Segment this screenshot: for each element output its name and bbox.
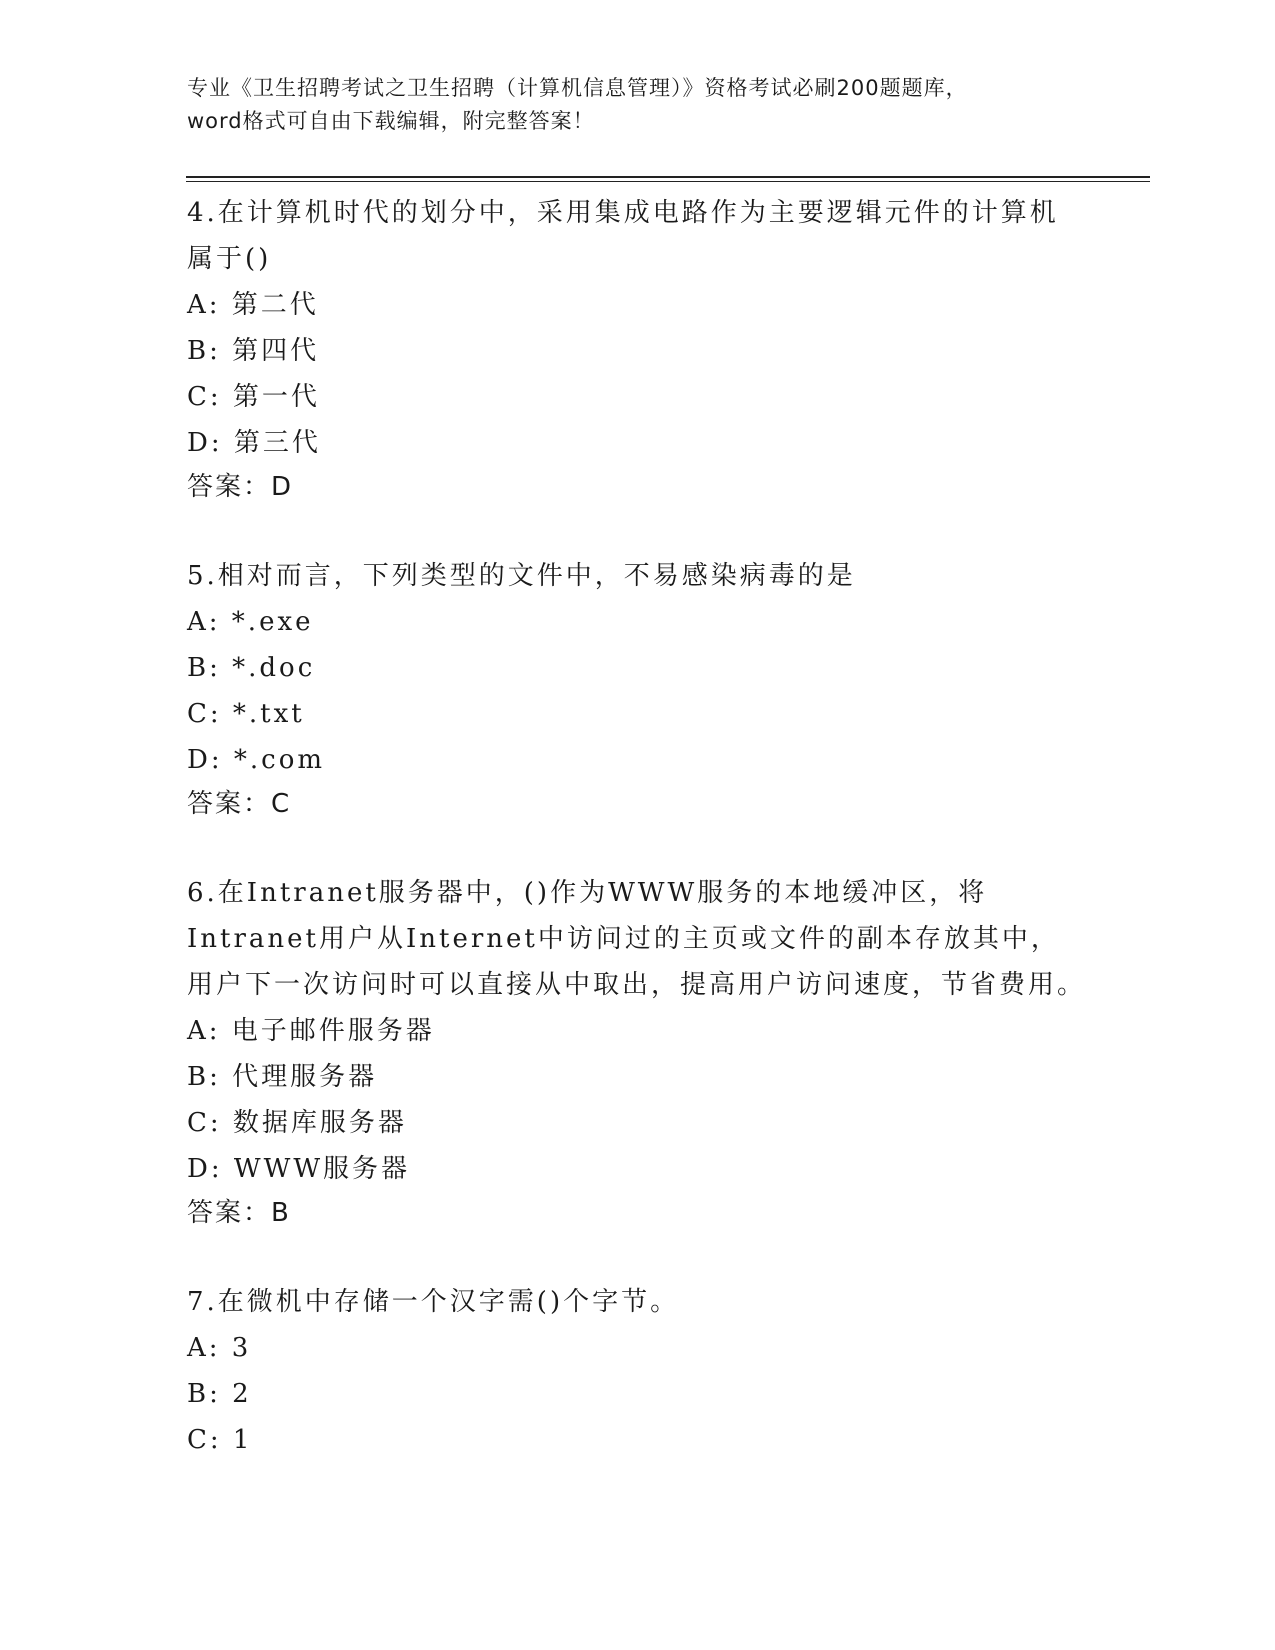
- option-b: B: 第四代: [187, 336, 320, 366]
- question-5: [187, 553, 1087, 825]
- option-a: A: *.exe: [187, 607, 314, 637]
- question-text: 7.在微机中存储一个汉字需()个字节。: [187, 1287, 680, 1317]
- answer: 答案：C: [187, 789, 292, 819]
- document-header: [187, 72, 1087, 138]
- question-text: 5.相对而言，下列类型的文件中，不易感染病毒的是: [187, 561, 856, 591]
- header-line-2: word格式可自由下载编辑，附完整答案！: [187, 109, 595, 133]
- option-d: D: *.com: [187, 745, 326, 775]
- option-c: C: 数据库服务器: [187, 1108, 407, 1138]
- option-a: A: 电子邮件服务器: [187, 1016, 435, 1046]
- option-a: A: 3: [187, 1333, 252, 1363]
- option-a: A: 第二代: [187, 290, 319, 320]
- question-text: 4.在计算机时代的划分中，采用集成电路作为主要逻辑元件的计算机属于(): [187, 198, 1059, 274]
- option-b: B: 2: [187, 1379, 252, 1409]
- header-divider-thick: [186, 176, 1150, 178]
- option-d: D: WWW服务器: [187, 1154, 411, 1184]
- question-6: [187, 870, 1087, 1234]
- answer: 答案：D: [187, 472, 294, 502]
- header-line-1: 专业《卫生招聘考试之卫生招聘（计算机信息管理）》资格考试必刷200题题库，: [187, 76, 968, 100]
- answer: 答案：B: [187, 1198, 291, 1228]
- option-c: C: *.txt: [187, 699, 305, 729]
- option-c: C: 1: [187, 1425, 253, 1455]
- option-b: B: 代理服务器: [187, 1062, 378, 1092]
- header-divider-thin: [186, 181, 1150, 182]
- question-7: [187, 1279, 1087, 1463]
- question-list: [187, 190, 1087, 1508]
- option-b: B: *.doc: [187, 653, 316, 683]
- question-text: 6.在Intranet服务器中，()作为WWW服务的本地缓冲区，将Intranet用户从Internet中访问过的主页或文件的副本存放其中，用户下一次访问时可以直接从中取出，提高用户访问速度，节省费用。: [187, 878, 1087, 1000]
- question-4: [187, 190, 1087, 508]
- option-d: D: 第三代: [187, 428, 321, 458]
- option-c: C: 第一代: [187, 382, 320, 412]
